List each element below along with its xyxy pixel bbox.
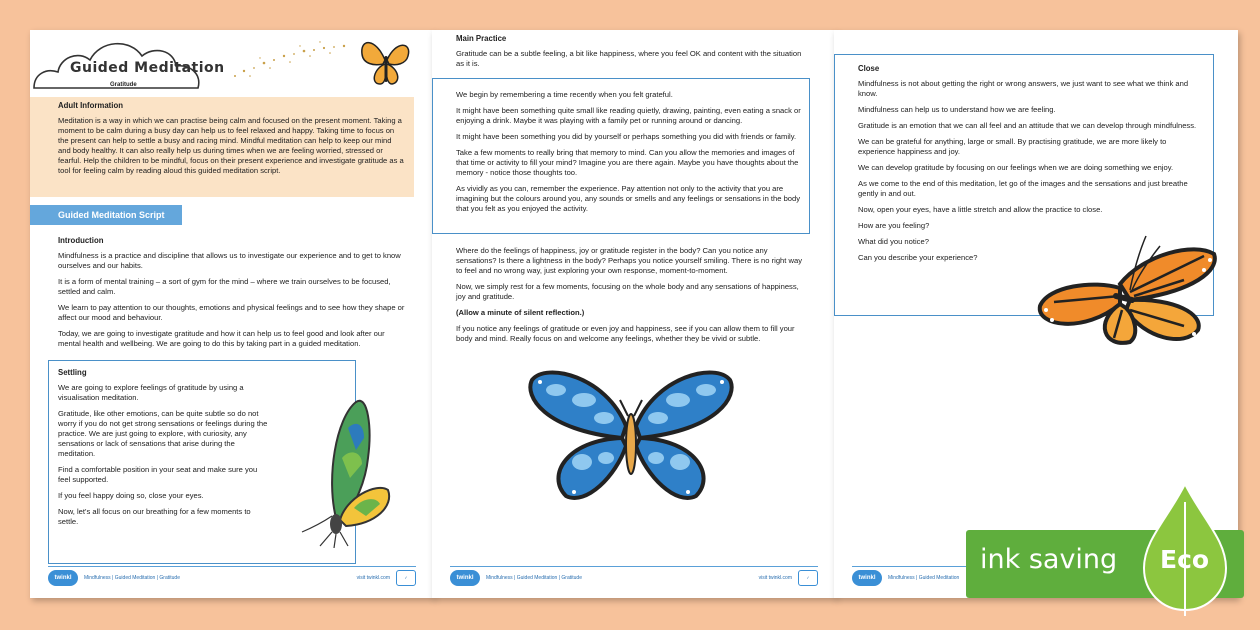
close-question: What did you notice? — [858, 237, 929, 247]
page-1-footer — [48, 566, 416, 588]
page-subtitle: Gratitude — [110, 82, 137, 88]
close-paragraph: We can develop gratitude by focusing on our feelings when we are doing something we enjoy. — [858, 163, 1174, 173]
close-question: How are you feeling? — [858, 221, 930, 231]
main-practice-intro: Gratitude can be a subtle feeling, a bit like happiness, where you feel OK and content with the situation as it is. — [456, 49, 802, 69]
close-paragraph: Mindfulness is not about getting the right or wrong answers, we just want to see what we think and know. — [858, 79, 1189, 99]
footer-breadcrumb: Mindfulness | Guided Meditation | Gratitude — [84, 574, 180, 581]
footer-url[interactable]: visit twinkl.com — [758, 574, 792, 581]
close-question: Can you describe your experience? — [858, 253, 978, 263]
memory-section — [456, 90, 802, 220]
settling-paragraph: Gratitude, like other emotions, can be quite subtle so do not worry if you do not get strong sensations or feelings during the practice. We are just going to explore, with curiosity, any sensations or lack of sensations that arise during the meditation. — [58, 409, 268, 459]
close-paragraph: Gratitude is an emotion that we can all feel and an attitude that we can develop through mindfulness. — [858, 121, 1197, 131]
settling-paragraph: Now, let's all focus on our breathing for a few moments to settle. — [58, 507, 251, 527]
sparkle-trail-decoration — [230, 36, 360, 86]
orange-butterfly-icon — [356, 34, 414, 90]
eco-label: Eco — [1160, 545, 1210, 574]
rainbow-butterfly-icon — [276, 398, 394, 548]
silent-reflection-note: (Allow a minute of silent reflection.) — [456, 308, 585, 318]
close-paragraph: Now, open your eyes, have a little stretch and allow the practice to close. — [858, 205, 1103, 215]
introduction-heading: Introduction — [58, 236, 104, 245]
memory-paragraph: It might have been something you did by yourself or perhaps something you did with friends or family. — [456, 132, 797, 142]
footer-breadcrumb: Mindfulness | Guided Meditation — [888, 574, 960, 581]
body-paragraph: Where do the feelings of happiness, joy or gratitude register in the body? Can you notice any sensations? Is there a lightness in the body? Perhaps you notice yourself smiling. There is no right way to feel and no wrong way, just exploring your own response, moment-to-moment. — [456, 246, 802, 276]
settling-section — [58, 368, 268, 533]
monarch-butterfly-icon — [1034, 230, 1220, 350]
close-paragraph: We can be grateful for anything, large or small. By practising gratitude, we are more likely to experience happiness and joy. — [858, 137, 1167, 157]
intro-paragraph: We learn to pay attention to our thoughts, emotions and physical feelings and to see how they shape or affect our mood and behaviour. — [58, 303, 405, 323]
twinkl-logo: twinkl — [48, 570, 78, 586]
close-paragraph: Mindfulness can help us to understand how we are feeling. — [858, 105, 1056, 115]
page-2-footer — [450, 566, 818, 588]
intro-paragraph: It is a form of mental training – a sort of gym for the mind – where we train ourselves to be focused, settled and calm. — [58, 277, 391, 297]
twinkl-logo: twinkl — [852, 570, 882, 586]
adult-information-heading: Adult Information — [58, 101, 123, 110]
main-practice-section — [456, 34, 806, 75]
page-title: Guided Meditation — [70, 60, 225, 76]
page-2 — [432, 30, 836, 598]
final-paragraph: If you notice any feelings of gratitude or even joy and happiness, see if you can allow them to fill your body and mind. Really focus on and welcome any feelings, whether they be vivid or subtle. — [456, 324, 795, 344]
memory-paragraph: We begin by remembering a time recently when you felt grateful. — [456, 90, 673, 99]
adult-information-box — [30, 97, 414, 197]
page-1 — [30, 30, 434, 598]
settling-paragraph: If you feel happy doing so, close your eyes. — [58, 491, 204, 501]
settling-paragraph: Find a comfortable position in your seat and make sure you feel supported. — [58, 465, 258, 485]
intro-paragraph: Today, we are going to investigate gratitude and how it can help us to feel good and look after our mental health and wellbeing. We are going to do this by taking part in a guided meditation. — [58, 329, 385, 349]
quality-badge-icon: ✓ — [396, 570, 416, 586]
twinkl-logo: twinkl — [450, 570, 480, 586]
ink-saving-label: ink saving — [980, 544, 1118, 575]
adult-information-text: Meditation is a way in which we can practise being calm and focused on the present moment. Taking a moment to be calm during a busy day can help us to feel relaxed and happy. Taking time to focus on the present can help to settle a busy and racing mind. Mindful meditation can help to keep our mind and body healthy. It can also really help us during times when we are feeling worried, stressed or fearful. Help the children to be mindful, focus on their present experience and investigate gratitude as a tool for feeling calm by reading aloud this guided meditation script. — [58, 116, 404, 176]
settling-paragraph: We are going to explore feelings of gratitude by using a visualisation meditation. — [58, 383, 244, 403]
memory-paragraph: Take a few moments to really bring that memory to mind. Can you allow the memories and images of that time or activity to fill your mind? Imagine you are there again. Maybe you have thoughts about the memory - notice those thoughts too. — [456, 148, 799, 178]
intro-paragraph: Mindfulness is a practice and discipline that allows us to investigate our experience and to get to know ourselves and our habits. — [58, 251, 401, 271]
memory-paragraph: As vividly as you can, remember the experience. Pay attention not only to the activity that you are imagining but the colours around you, any sounds or smells and any feelings or sensations in the body that you felt as you enjoyed the activity. — [456, 184, 801, 214]
quality-badge-icon: ✓ — [798, 570, 818, 586]
main-practice-heading: Main Practice — [456, 34, 507, 43]
close-paragraph: As we come to the end of this meditation, let go of the images and the sensations and just breathe gently in and out. — [858, 179, 1188, 199]
footer-breadcrumb: Mindfulness | Guided Meditation | Gratitude — [486, 574, 582, 581]
memory-paragraph: It might have been something quite small like reading quietly, drawing, painting, even eating a snack or enjoying a drink. Maybe it was playing with a family pet or running around or dancing. — [456, 106, 801, 126]
footer-url[interactable]: visit twinkl.com — [356, 574, 390, 581]
settling-heading: Settling — [58, 368, 87, 377]
script-section-tab: Guided Meditation Script — [30, 205, 182, 225]
close-heading: Close — [858, 64, 880, 73]
body-paragraph: Now, we simply rest for a few moments, focusing on the whole body and any sensations of happiness, joy and gratitude. — [456, 282, 799, 302]
blue-butterfly-icon — [526, 366, 736, 506]
body-feelings-section — [456, 246, 806, 350]
introduction-section — [58, 236, 406, 355]
